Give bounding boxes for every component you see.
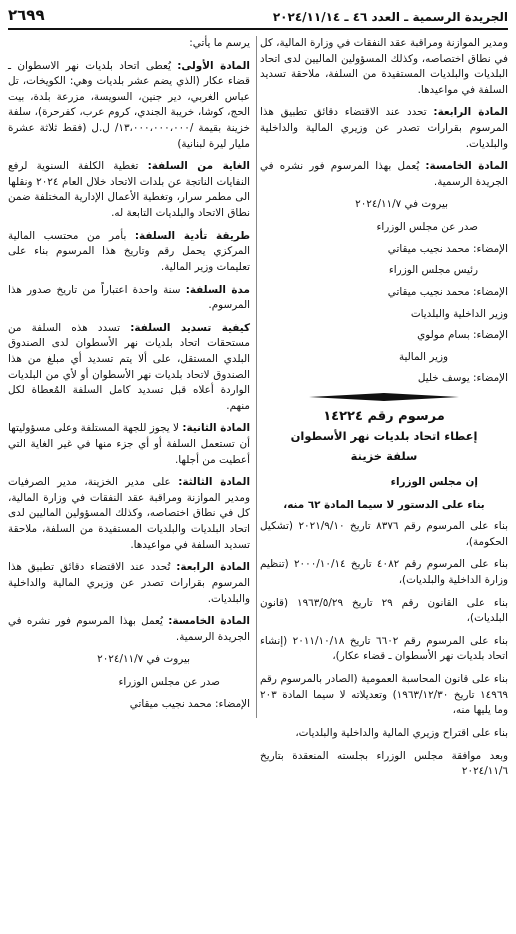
article-label: المادة الرابعة: — [176, 561, 250, 574]
decree-title: مرسوم رقم ١٤٢٢٤ — [323, 408, 445, 424]
article-label: المادة الأولى: — [177, 59, 250, 72]
article-1 — [8, 59, 250, 153]
article-label: المادة الرابعة: — [433, 106, 508, 119]
signature-name: الإمضاء: يوسف خليل — [417, 372, 508, 385]
page-header — [8, 6, 508, 30]
left-column — [8, 36, 257, 718]
divider-ornament-icon — [309, 393, 459, 401]
article-3 — [8, 475, 250, 553]
section-divider — [260, 393, 508, 401]
council-heading: إن مجلس الوزراء — [390, 475, 478, 488]
clause-text: سنة واحدة اعتباراً من تاريخ صدور هذا المرسوم. — [8, 283, 250, 312]
clause-text: تغطية الكلفة السنوية لرفع النفايات الناتجة عن بلدات الاتحاد خلال العام ٢٠٢٤ ونقلها الى مطمر سرار، وتغطية الأعمال الإدارية المختلفة ضمن نطاق الاتحاد والبلديات التابعة له. — [8, 160, 251, 220]
article-2 — [8, 421, 250, 468]
gazette-title: الجريدة الرسمية ـ العدد ٤٦ ـ ٢٠٢٤/١١/١٤ — [272, 10, 508, 24]
legal-basis: وبعد موافقة مجلس الوزراء بجلسته المنعقدة بتاريخ ٢٠٢٤/١١/٦ — [260, 749, 508, 778]
legal-basis: بناء على اقتراح وزيري المالية والداخلية والبلديات، — [295, 726, 508, 739]
article-4 — [8, 560, 250, 607]
signature-name: الإمضاء: محمد نجيب ميقاتي — [129, 697, 250, 710]
decree-subtitle: سلفة خزينة — [350, 448, 418, 463]
legal-basis: بناء على قانون المحاسبة العمومية (الصادر بالمرسوم رقم ١٤٩٦٩ تاريخ ١٩٦٣/١٢/٣٠) وتعديلاته لا سيما المادة ٢٠٣ وما يليها منه، — [260, 673, 508, 717]
right-column — [260, 36, 508, 787]
article-text: على مدير الخزينة، مدير الصرفيات ومدير الموازنة ومراقبة عقد النفقات في وزارة المالية، كل في نطاق اختصاصه، وكذلك المسؤولين الماليين لدى اتحاد البلديات والبلديات المستفيدة من السلفة، ملاحقة تسديد السلفة في مواعيدها. — [8, 476, 250, 551]
article-text: تحدد عند الاقتضاء دقائق تطبيق هذا المرسوم بقرارات تصدر عن وزيري المالية والداخلية والبلديات. — [260, 106, 508, 150]
article-text: يُعمل بهذا المرسوم فور نشره في الجريدة الرسمية. — [260, 160, 508, 188]
article-5 — [8, 614, 250, 645]
signature-title: صدر عن مجلس الوزراء — [376, 221, 478, 234]
legal-basis: بناء على المرسوم رقم ٤٠٨٢ تاريخ ٢٠٠٠/١٠/١٤ (تنظيم وزارة الداخلية والبلديات)، — [260, 558, 509, 587]
legal-basis: بناء على المرسوم رقم ٨٣٧٦ تاريخ ٢٠٢١/٩/١٠ (تشكيل الحكومة)، — [260, 520, 509, 548]
loan-duration — [8, 283, 250, 314]
article-label: المادة الخامسة: — [425, 160, 508, 173]
decrees-heading: يرسم ما يأتي: — [189, 37, 250, 49]
signature-name: الإمضاء: محمد نجيب ميقاتي — [387, 242, 508, 255]
clause-text: تسدد هذه السلفة من مستحقات اتحاد بلديات نهر الأسطوان لدى الصندوق البلدي المستقل، على ألا يتم تسديد أي مبلغ من هذا الصندوق لاتحاد بلديات نهر الأسطوان أو لأي من البلديات الواردة أعلاه قبل تسديد كامل السلفة المُعطاة لكل منهم. — [8, 321, 250, 412]
article-text: يُعمل بهذا المرسوم فور نشره في الجريدة الرسمية. — [8, 615, 250, 643]
article-label: المادة الثالثة: — [178, 476, 251, 489]
signature-title: وزير المالية — [398, 350, 448, 363]
issue-date: بيروت في ٢٠٢٤/١١/٧ — [97, 653, 190, 666]
continuation-paragraph: ومدير الموازنة ومراقبة عقد النفقات في وزارة المالية، كل في نطاق اختصاصه، وكذلك المسؤولين الماليين لدى اتحاد البلديات والبلديات المستفيدة من السلفة، ملاحقة تسديد السلفة في مواعيدها. — [260, 37, 508, 96]
page-number: ٢٦٩٩ — [8, 5, 45, 24]
clause-label: مدة السلفة: — [185, 283, 250, 296]
clause-text: بأمر من محتسب المالية المركزي يحمل رقم وتاريخ هذا المرسوم بناء على تعليمات وزير المالية. — [8, 229, 250, 273]
article-text: يُعطى اتحاد بلديات نهر الاسطوان ـ قضاء عكار (الذي يضم عشر بلديات وهي: الكويخات، تل عباس الغربي، دير جنين، السويسة، مزرعة بلدة، بيت الحج، كوشا، خريبة الجندي، كروم عرب، كفرحرة)، سلفة خزينة بقيمة /١٣،٠٠٠،٠٠٠،٠٠٠/ ل.ل (فقط ثلاثة عشرة مليار ليرة لبنانية) — [8, 59, 250, 150]
loan-method — [8, 229, 250, 276]
article-4 — [260, 105, 508, 152]
article-label: المادة الخامسة: — [168, 615, 250, 628]
signature-title: وزير الداخلية والبلديات — [410, 307, 508, 320]
signature-title: صدر عن مجلس الوزراء — [118, 675, 220, 688]
constitution-basis: بناء على الدستور لا سيما المادة ٦٢ منه، — [283, 498, 485, 511]
legal-basis: بناء على القانون رقم ٢٩ تاريخ ١٩٦٣/٥/٢٩ (قانون البلديات)، — [260, 596, 509, 625]
article-text: لا يجوز للجهة المستلفة وعلى مسؤوليتها أن تستعمل السلفة أو أي جزء منها في غير الغاية التي أعطيت من أجلها. — [8, 422, 250, 466]
decree-subtitle: إعطاء اتحاد بلديات نهر الأسطوان — [290, 429, 478, 444]
article-5 — [260, 159, 508, 190]
signature-name: الإمضاء: بسام مولوي — [417, 329, 508, 342]
signature-name: الإمضاء: محمد نجيب ميقاتي — [387, 285, 508, 298]
loan-purpose — [8, 159, 250, 221]
signature-title: رئيس مجلس الوزراء — [388, 264, 478, 277]
article-text: تُحدد عند الاقتضاء دقائق تطبيق هذا المرسوم بقرارات تصدر عن وزيري المالية والداخلية والبلديات. — [8, 561, 250, 605]
article-label: المادة الثانية: — [182, 422, 251, 435]
clause-label: طريقة تأدية السلفة: — [134, 229, 250, 242]
loan-repayment — [8, 321, 250, 415]
clause-label: كيفية تسديد السلفة: — [130, 321, 251, 334]
legal-basis: بناء على المرسوم رقم ٦٦٠٢ تاريخ ٢٠١١/١٠/١٨ (إنشاء اتحاد بلديات نهر الأسطوان ـ قضاء عكار)، — [260, 634, 508, 663]
issue-date: بيروت في ٢٠٢٤/١١/٧ — [355, 198, 448, 211]
clause-label: الغاية من السلفة: — [147, 160, 250, 173]
